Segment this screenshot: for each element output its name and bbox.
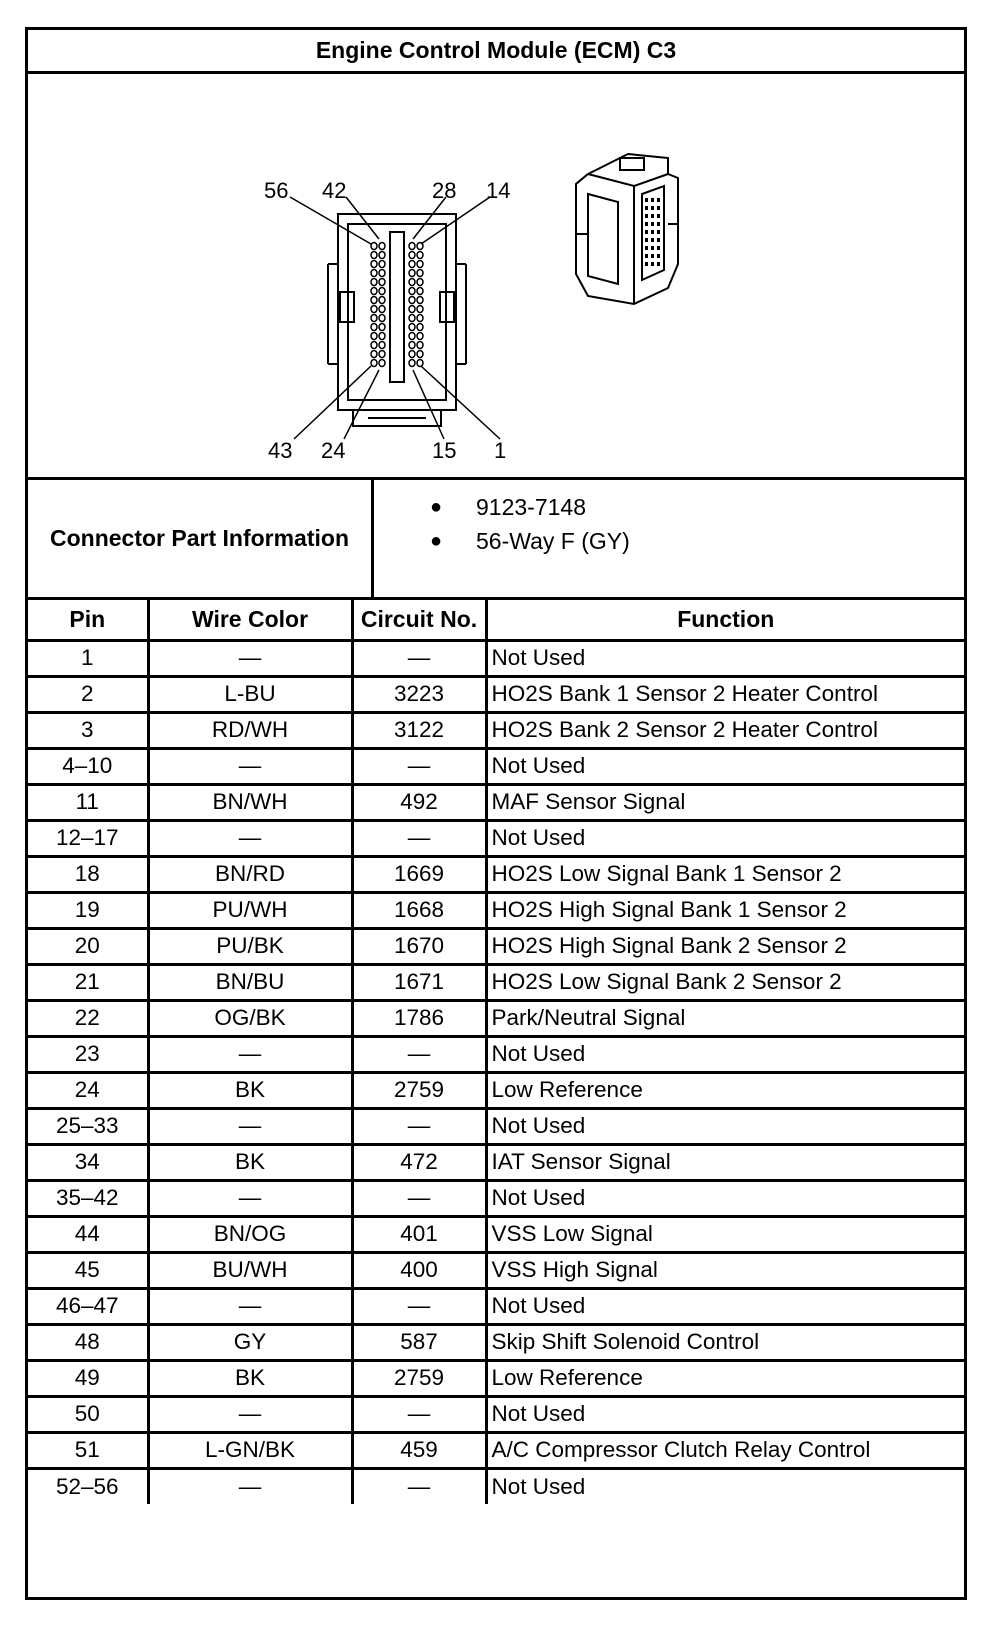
cell-circuit-no: 492: [352, 784, 486, 820]
table-row: [28, 856, 964, 892]
cell-circuit-no: 1670: [352, 928, 486, 964]
cell-wire-color: —: [148, 1180, 352, 1216]
cell-function: Not Used: [486, 640, 964, 676]
cell-function: Not Used: [486, 748, 964, 784]
cell-function: MAF Sensor Signal: [486, 784, 964, 820]
header-function: Function: [486, 600, 964, 640]
cell-wire-color: —: [148, 1396, 352, 1432]
pin-cavity: [371, 288, 377, 295]
pin-cavity: [409, 333, 415, 340]
pin-cavity: [379, 333, 385, 340]
pin-cavity: [371, 333, 377, 340]
cell-function: Low Reference: [486, 1360, 964, 1396]
pin-cavity-3d: [651, 254, 654, 258]
table-row: [28, 1108, 964, 1144]
table-row: [28, 1360, 964, 1396]
pin-cavity: [417, 315, 423, 322]
cell-circuit-no: —: [352, 1468, 486, 1504]
pin-cavity-3d: [657, 246, 660, 250]
table-row: [28, 964, 964, 1000]
cell-wire-color: —: [148, 1036, 352, 1072]
pin-label-42: 42: [322, 178, 347, 203]
pin-cavity-3d: [645, 246, 648, 250]
table-row: [28, 640, 964, 676]
pin-cavity: [409, 297, 415, 304]
cell-function: Not Used: [486, 1180, 964, 1216]
pin-cavity: [409, 306, 415, 313]
pinout-table: [28, 600, 964, 1504]
cell-function: Skip Shift Solenoid Control: [486, 1324, 964, 1360]
table-row: [28, 1288, 964, 1324]
cell-pin: 21: [28, 964, 148, 1000]
pin-cavity: [371, 342, 377, 349]
cell-pin: 2: [28, 676, 148, 712]
cell-circuit-no: 587: [352, 1324, 486, 1360]
connector-figure: [28, 74, 964, 480]
pin-label-56: 56: [264, 178, 289, 203]
pin-label-28: 28: [432, 178, 457, 203]
connector-drawing: [28, 74, 964, 477]
table-row: [28, 784, 964, 820]
cell-pin: 12–17: [28, 820, 148, 856]
connector-pin-grid: [371, 243, 423, 367]
pin-cavity: [417, 261, 423, 268]
pin-label-24: 24: [321, 438, 346, 463]
table-row: [28, 892, 964, 928]
cell-circuit-no: —: [352, 1396, 486, 1432]
header-circuit-no: Circuit No.: [352, 600, 486, 640]
table-header-row: [28, 600, 964, 640]
pin-cavity: [379, 342, 385, 349]
cell-circuit-no: 2759: [352, 1360, 486, 1396]
pin-cavity: [371, 306, 377, 313]
part-info-item: [374, 524, 964, 558]
pin-cavity: [417, 270, 423, 277]
cell-pin: 19: [28, 892, 148, 928]
pin-cavity-3d: [657, 230, 660, 234]
part-number: 9123-7148: [476, 493, 586, 520]
cell-function: Not Used: [486, 820, 964, 856]
table-row: [28, 1396, 964, 1432]
cell-wire-color: BU/WH: [148, 1252, 352, 1288]
cell-circuit-no: 459: [352, 1432, 486, 1468]
cell-wire-color: PU/BK: [148, 928, 352, 964]
pin-cavity-3d: [645, 198, 648, 202]
pin-cavity: [379, 270, 385, 277]
cell-function: Not Used: [486, 1288, 964, 1324]
pin-cavity: [371, 315, 377, 322]
pin-cavity: [409, 270, 415, 277]
cell-circuit-no: —: [352, 820, 486, 856]
pin-cavity-3d: [657, 206, 660, 210]
cell-circuit-no: 1669: [352, 856, 486, 892]
cell-circuit-no: 1786: [352, 1000, 486, 1036]
pin-cavity: [409, 315, 415, 322]
cell-function: HO2S Bank 2 Sensor 2 Heater Control: [486, 712, 964, 748]
pin-cavity: [417, 351, 423, 358]
cell-wire-color: —: [148, 1108, 352, 1144]
cell-function: HO2S Low Signal Bank 2 Sensor 2: [486, 964, 964, 1000]
cell-function: HO2S Low Signal Bank 1 Sensor 2: [486, 856, 964, 892]
cell-function: VSS High Signal: [486, 1252, 964, 1288]
pin-cavity: [417, 324, 423, 331]
cell-pin: 34: [28, 1144, 148, 1180]
cell-wire-color: RD/WH: [148, 712, 352, 748]
cell-pin: 50: [28, 1396, 148, 1432]
connector-3d-view: [576, 154, 678, 304]
pin-cavity: [417, 279, 423, 286]
cell-pin: 44: [28, 1216, 148, 1252]
pin-cavity: [417, 306, 423, 313]
cell-circuit-no: 2759: [352, 1072, 486, 1108]
pin-cavity: [409, 342, 415, 349]
pin-cavity-3d: [657, 262, 660, 266]
pin-cavity: [379, 243, 385, 250]
cell-pin: 35–42: [28, 1180, 148, 1216]
pin-cavity: [417, 252, 423, 259]
cell-circuit-no: 401: [352, 1216, 486, 1252]
pin-cavity: [379, 306, 385, 313]
cell-circuit-no: —: [352, 640, 486, 676]
pin-cavity-3d: [651, 222, 654, 226]
pin-cavity-3d: [645, 254, 648, 258]
cell-pin: 1: [28, 640, 148, 676]
cell-pin: 24: [28, 1072, 148, 1108]
part-info-item: [374, 490, 964, 524]
pin-cavity: [371, 351, 377, 358]
cell-function: Not Used: [486, 1396, 964, 1432]
table-row: [28, 1072, 964, 1108]
cell-wire-color: PU/WH: [148, 892, 352, 928]
table-row: [28, 1000, 964, 1036]
cell-function: Park/Neutral Signal: [486, 1000, 964, 1036]
table-row: [28, 748, 964, 784]
pin-cavity-3d: [651, 246, 654, 250]
pin-cavity: [371, 270, 377, 277]
pin-cavity: [371, 252, 377, 259]
connector-part-information: [28, 480, 964, 600]
cell-circuit-no: 3223: [352, 676, 486, 712]
pin-cavity: [379, 351, 385, 358]
cell-pin: 45: [28, 1252, 148, 1288]
pin-cavity: [409, 351, 415, 358]
pin-cavity: [379, 360, 385, 367]
pin-cavity-3d: [651, 230, 654, 234]
part-info-label: Connector Part Information: [28, 480, 374, 597]
connector-3d-pins: [645, 198, 660, 266]
table-row: [28, 1468, 964, 1504]
pin-cavity: [409, 288, 415, 295]
cell-wire-color: BK: [148, 1072, 352, 1108]
cell-pin: 20: [28, 928, 148, 964]
pin-cavity-3d: [651, 262, 654, 266]
pin-cavity: [379, 288, 385, 295]
pin-cavity-3d: [651, 214, 654, 218]
cell-wire-color: BK: [148, 1360, 352, 1396]
pin-cavity: [371, 243, 377, 250]
pin-cavity: [371, 261, 377, 268]
pin-cavity: [379, 252, 385, 259]
table-row: [28, 1144, 964, 1180]
table-row: [28, 1252, 964, 1288]
cell-wire-color: BN/WH: [148, 784, 352, 820]
cell-wire-color: L-BU: [148, 676, 352, 712]
cell-circuit-no: 472: [352, 1144, 486, 1180]
page-title: Engine Control Module (ECM) C3: [28, 30, 964, 74]
cell-function: IAT Sensor Signal: [486, 1144, 964, 1180]
bullet-icon: ●: [429, 529, 443, 552]
table-row: [28, 1324, 964, 1360]
pin-cavity: [409, 243, 415, 250]
pin-cavity: [417, 342, 423, 349]
pin-cavity: [379, 297, 385, 304]
pin-cavity-3d: [645, 238, 648, 242]
cell-wire-color: BK: [148, 1144, 352, 1180]
cell-pin: 4–10: [28, 748, 148, 784]
pin-cavity: [371, 324, 377, 331]
bullet-icon: ●: [429, 495, 443, 518]
pin-cavity: [417, 333, 423, 340]
cell-function: HO2S Bank 1 Sensor 2 Heater Control: [486, 676, 964, 712]
pin-label-43: 43: [268, 438, 293, 463]
connector-sheet: [25, 27, 967, 1600]
cell-circuit-no: 3122: [352, 712, 486, 748]
pin-cavity-3d: [651, 206, 654, 210]
pin-cavity: [379, 261, 385, 268]
cell-circuit-no: —: [352, 1180, 486, 1216]
cell-wire-color: —: [148, 820, 352, 856]
cell-pin: 25–33: [28, 1108, 148, 1144]
pin-cavity: [417, 297, 423, 304]
cell-pin: 11: [28, 784, 148, 820]
table-row: [28, 1216, 964, 1252]
cell-function: Not Used: [486, 1108, 964, 1144]
table-row: [28, 1180, 964, 1216]
cell-pin: 48: [28, 1324, 148, 1360]
pin-cavity: [417, 360, 423, 367]
pin-cavity-3d: [645, 230, 648, 234]
cell-pin: 18: [28, 856, 148, 892]
cell-circuit-no: —: [352, 1288, 486, 1324]
cell-pin: 22: [28, 1000, 148, 1036]
pin-label-14: 14: [486, 178, 511, 203]
part-info-values: [374, 480, 964, 597]
cell-wire-color: —: [148, 1288, 352, 1324]
pin-cavity-3d: [645, 214, 648, 218]
pin-cavity: [409, 324, 415, 331]
pin-cavity: [371, 360, 377, 367]
cell-function: Low Reference: [486, 1072, 964, 1108]
cell-pin: 23: [28, 1036, 148, 1072]
cell-wire-color: BN/OG: [148, 1216, 352, 1252]
cell-wire-color: L-GN/BK: [148, 1432, 352, 1468]
pin-cavity: [417, 288, 423, 295]
cell-circuit-no: 1668: [352, 892, 486, 928]
pin-cavity: [371, 297, 377, 304]
table-row: [28, 928, 964, 964]
pin-cavity: [379, 315, 385, 322]
cell-circuit-no: —: [352, 1036, 486, 1072]
pin-cavity: [409, 261, 415, 268]
pin-label-15: 15: [432, 438, 457, 463]
cell-wire-color: —: [148, 748, 352, 784]
header-wire-color: Wire Color: [148, 600, 352, 640]
cell-wire-color: BN/RD: [148, 856, 352, 892]
pin-cavity-3d: [651, 238, 654, 242]
pin-cavity-3d: [651, 198, 654, 202]
cell-pin: 52–56: [28, 1468, 148, 1504]
pin-cavity: [379, 324, 385, 331]
table-row: [28, 712, 964, 748]
cell-circuit-no: —: [352, 1108, 486, 1144]
connector-description: 56-Way F (GY): [476, 527, 630, 554]
header-pin: Pin: [28, 600, 148, 640]
pin-cavity-3d: [657, 198, 660, 202]
table-row: [28, 820, 964, 856]
pin-cavity-3d: [645, 262, 648, 266]
cell-wire-color: OG/BK: [148, 1000, 352, 1036]
pin-cavity-3d: [657, 214, 660, 218]
cell-wire-color: —: [148, 640, 352, 676]
pin-cavity: [409, 252, 415, 259]
cell-pin: 49: [28, 1360, 148, 1396]
cell-pin: 3: [28, 712, 148, 748]
cell-circuit-no: 1671: [352, 964, 486, 1000]
cell-pin: 51: [28, 1432, 148, 1468]
pin-cavity: [409, 279, 415, 286]
pin-cavity-3d: [657, 238, 660, 242]
pin-cavity: [409, 360, 415, 367]
cell-circuit-no: —: [352, 748, 486, 784]
pin-cavity-3d: [645, 222, 648, 226]
cell-function: HO2S High Signal Bank 1 Sensor 2: [486, 892, 964, 928]
pin-cavity-3d: [645, 206, 648, 210]
pin-label-1: 1: [494, 438, 507, 463]
cell-wire-color: BN/BU: [148, 964, 352, 1000]
cell-function: Not Used: [486, 1036, 964, 1072]
cell-circuit-no: 400: [352, 1252, 486, 1288]
cell-function: HO2S High Signal Bank 2 Sensor 2: [486, 928, 964, 964]
table-row: [28, 1432, 964, 1468]
cell-function: A/C Compressor Clutch Relay Control: [486, 1432, 964, 1468]
pin-cavity: [371, 279, 377, 286]
pin-cavity: [379, 279, 385, 286]
cell-function: VSS Low Signal: [486, 1216, 964, 1252]
pin-cavity-3d: [657, 254, 660, 258]
cell-pin: 46–47: [28, 1288, 148, 1324]
cell-wire-color: GY: [148, 1324, 352, 1360]
pin-cavity-3d: [657, 222, 660, 226]
cell-wire-color: —: [148, 1468, 352, 1504]
table-row: [28, 1036, 964, 1072]
table-row: [28, 676, 964, 712]
cell-function: Not Used: [486, 1468, 964, 1504]
